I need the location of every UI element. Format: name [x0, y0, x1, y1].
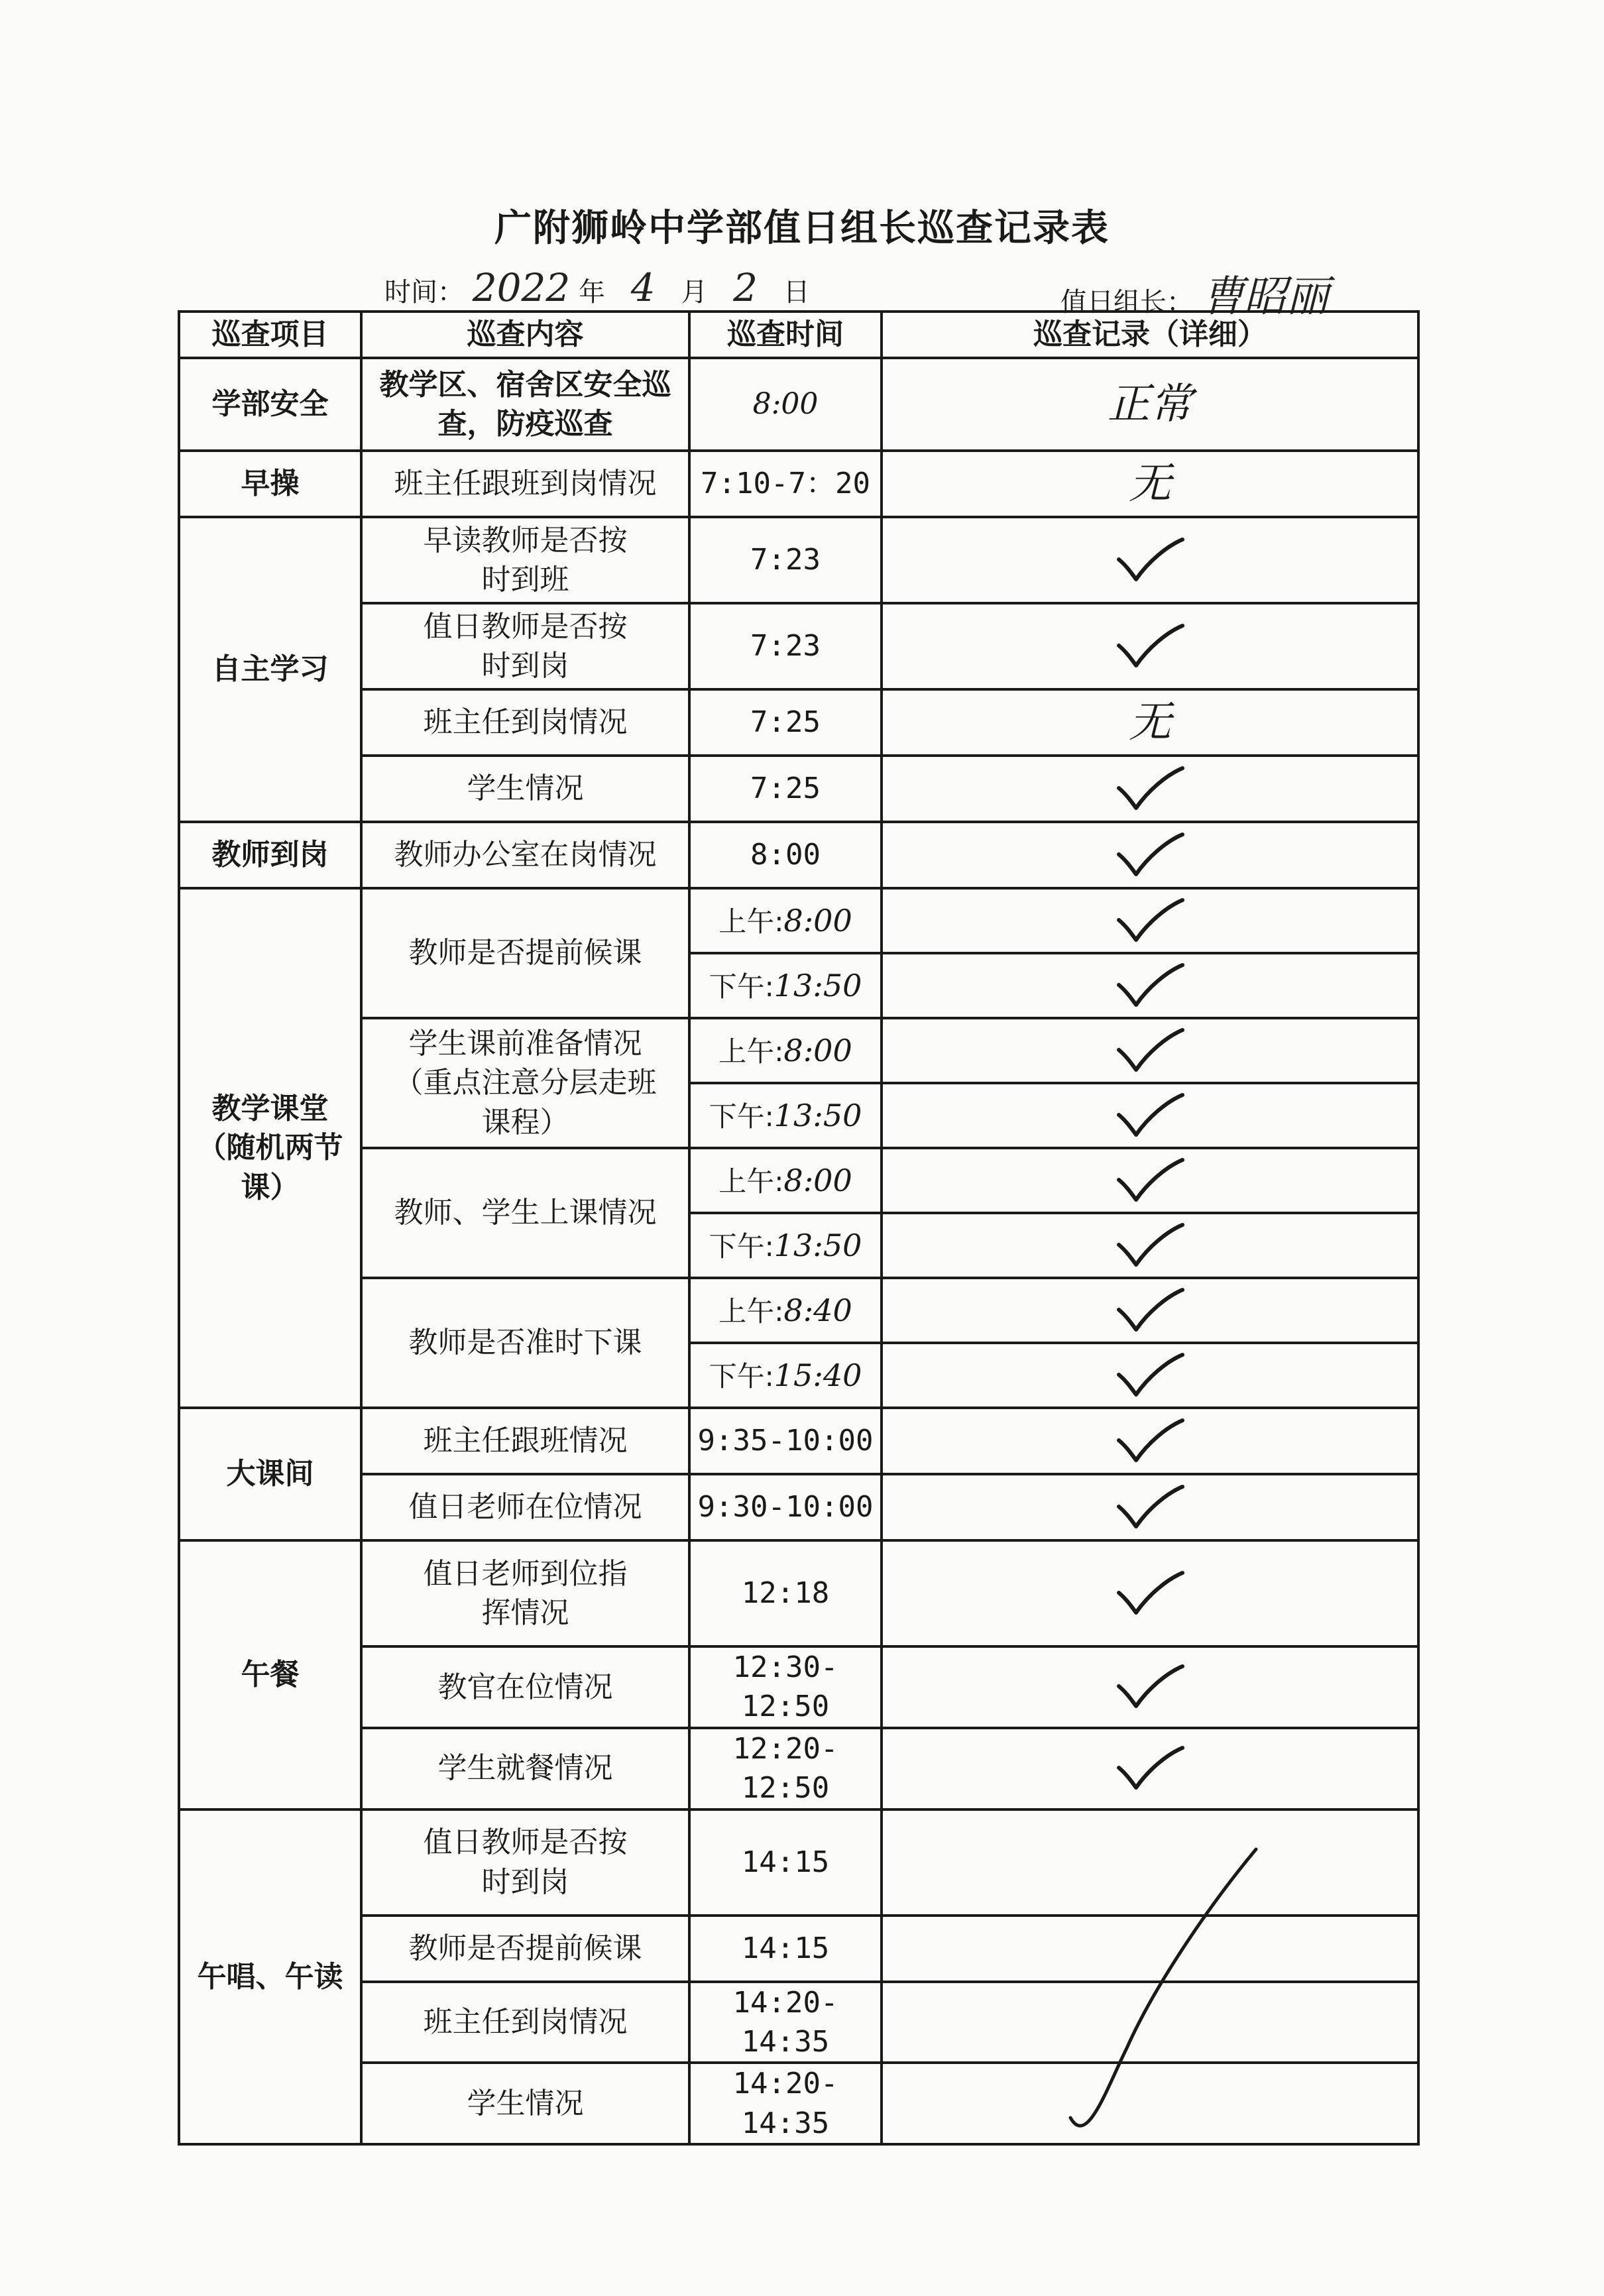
inspection-table [178, 310, 1420, 2146]
time-cell: 14:20-14:35 [689, 2063, 882, 2144]
date-day-unit: 日 [783, 277, 810, 308]
category-noon-reading: 午唱、午读 [179, 1809, 361, 2145]
check-mark [887, 766, 1413, 812]
header-record: 巡查记录（详细） [882, 312, 1418, 358]
check-icon [1114, 537, 1186, 583]
check-mark [887, 1570, 1413, 1617]
content-cell: 学生情况 [361, 756, 689, 822]
time-cell: 8:00 [689, 358, 882, 451]
date-month: 4 [630, 265, 656, 310]
time-cell: 14:15 [689, 1916, 882, 1982]
record-cell [882, 1916, 1418, 1982]
time-cell: 9:30-10:00 [689, 1474, 882, 1540]
table-row [179, 1916, 1418, 1982]
table-row [179, 1408, 1418, 1474]
check-mark [887, 1222, 1413, 1269]
content-cell: 教师是否提前候课 [361, 1916, 689, 1982]
record-cell [882, 517, 1418, 603]
record-text: 无 [1129, 459, 1171, 508]
record-cell [882, 1148, 1418, 1213]
am-label: 上午: [718, 905, 784, 938]
content-cell: 值日教师是否按时到岗 [361, 1809, 689, 1916]
table-row [179, 756, 1418, 822]
record-cell [882, 1213, 1418, 1278]
am-label: 上午: [718, 1165, 784, 1198]
record-cell [882, 2063, 1418, 2144]
pm-time: 15:40 [773, 1357, 862, 1393]
table-row [179, 1148, 1418, 1213]
time-cell: 12:30-12:50 [689, 1646, 882, 1728]
am-time-cell [689, 1278, 882, 1343]
check-icon [1114, 1027, 1186, 1074]
content-cell: 教师、学生上课情况 [361, 1148, 689, 1278]
content-cell: 教师是否准时下课 [361, 1278, 689, 1408]
check-icon [1114, 1570, 1186, 1617]
content-cell: 班主任到岗情况 [361, 1982, 689, 2063]
date-month-unit: 月 [681, 277, 708, 308]
record-cell [882, 1728, 1418, 1809]
table-row [179, 1278, 1418, 1343]
time-cell: 12:20-12:50 [689, 1728, 882, 1809]
table-row [179, 888, 1418, 953]
record-cell [882, 358, 1418, 451]
am-time-cell [689, 1148, 882, 1213]
check-icon [1114, 1664, 1186, 1710]
table-row [179, 1982, 1418, 2063]
pm-time: 13:50 [773, 1227, 862, 1263]
pm-time: 13:50 [773, 1097, 862, 1133]
table-row [179, 1474, 1418, 1540]
check-mark [887, 1092, 1413, 1139]
category-self-study: 自主学习 [179, 517, 361, 822]
pm-label: 下午: [709, 1359, 774, 1393]
record-text: 正常 [1108, 379, 1192, 429]
time-cell: 8:00 [689, 822, 882, 888]
category-break: 大课间 [179, 1408, 361, 1540]
leader-signature: 曹昭丽 [1201, 272, 1329, 321]
pm-label: 下午: [709, 970, 774, 1003]
date-line [384, 265, 810, 310]
am-time: 8:40 [783, 1292, 852, 1328]
record-text: 无 [1129, 697, 1171, 747]
check-icon [1114, 1222, 1186, 1269]
record-cell [882, 1646, 1418, 1728]
check-mark [887, 1157, 1413, 1204]
check-icon [1114, 1418, 1186, 1464]
time-cell: 12:18 [689, 1540, 882, 1646]
table-row [179, 2063, 1418, 2144]
content-cell: 值日教师是否按时到岗 [361, 603, 689, 689]
time-cell: 9:35-10:00 [689, 1408, 882, 1474]
record-cell [882, 1474, 1418, 1540]
date-label: 时间： [384, 277, 464, 308]
check-mark [887, 832, 1413, 878]
category-safety: 学部安全 [179, 358, 361, 451]
pm-time: 13:50 [773, 967, 862, 1004]
time-cell: 7:10-7：20 [689, 451, 882, 517]
record-cell [882, 603, 1418, 689]
check-mark [887, 623, 1413, 669]
table-row [179, 689, 1418, 756]
content-cell: 值日老师到位指挥情况 [361, 1540, 689, 1646]
record-cell [882, 756, 1418, 822]
record-cell [882, 822, 1418, 888]
table-row [179, 1018, 1418, 1083]
table-row [179, 1728, 1418, 1809]
record-cell [882, 1018, 1418, 1083]
record-cell [882, 1083, 1418, 1148]
record-cell [882, 888, 1418, 953]
table-row [179, 451, 1418, 517]
check-mark [887, 537, 1413, 583]
header-item: 巡查项目 [179, 312, 361, 358]
check-mark [887, 1745, 1413, 1792]
record-cell [882, 689, 1418, 756]
record-cell [882, 1343, 1418, 1408]
table-row [179, 517, 1418, 603]
header-time: 巡查时间 [689, 312, 882, 358]
am-time: 8:00 [783, 1162, 852, 1198]
am-time: 8:00 [783, 902, 852, 939]
date-year-unit: 年 [579, 277, 606, 308]
check-mark [887, 1664, 1413, 1710]
record-cell [882, 1809, 1418, 1916]
check-icon [1114, 1745, 1186, 1792]
check-mark [887, 1027, 1413, 1074]
table-row [179, 603, 1418, 689]
am-label: 上午: [718, 1294, 784, 1328]
check-mark [887, 1287, 1413, 1334]
check-icon [1114, 1287, 1186, 1334]
time-cell: 14:20-14:35 [689, 1982, 882, 2063]
check-mark [887, 1352, 1413, 1399]
category-lunch: 午餐 [179, 1540, 361, 1809]
table-row [179, 822, 1418, 888]
record-cell [882, 1408, 1418, 1474]
record-cell [882, 1540, 1418, 1646]
pm-time-cell [689, 953, 882, 1018]
check-icon [1114, 962, 1186, 1009]
time-cell: 14:15 [689, 1809, 882, 1916]
check-icon [1114, 897, 1186, 944]
record-cell [882, 1278, 1418, 1343]
content-cell: 值日老师在位情况 [361, 1474, 689, 1540]
check-icon [1114, 1484, 1186, 1530]
table-row [179, 1809, 1418, 1916]
am-time-cell [689, 888, 882, 953]
content-cell: 学生课前准备情况（重点注意分层走班课程） [361, 1018, 689, 1148]
content-cell: 班主任跟班到岗情况 [361, 451, 689, 517]
leader-label: 值日组长： [1060, 287, 1193, 317]
am-time: 8:00 [783, 1032, 852, 1068]
pm-label: 下午: [709, 1100, 774, 1133]
table-row [179, 358, 1418, 451]
header-row [179, 312, 1418, 358]
check-icon [1114, 832, 1186, 878]
category-exercise: 早操 [179, 451, 361, 517]
content-cell: 教师是否提前候课 [361, 888, 689, 1018]
record-cell [882, 953, 1418, 1018]
pm-time-cell [689, 1083, 882, 1148]
time-cell: 7:25 [689, 689, 882, 756]
record-cell [882, 451, 1418, 517]
check-mark [887, 1418, 1413, 1464]
category-classroom: 教学课堂（随机两节课） [179, 888, 361, 1408]
content-cell: 学生情况 [361, 2063, 689, 2144]
check-icon [1114, 623, 1186, 669]
check-icon [1114, 766, 1186, 812]
pm-time-cell [689, 1343, 882, 1408]
check-icon [1114, 1352, 1186, 1399]
header-content: 巡查内容 [361, 312, 689, 358]
content-cell: 教师办公室在岗情况 [361, 822, 689, 888]
content-cell: 教学区、宿舍区安全巡查，防疫巡查 [361, 358, 689, 451]
am-time-cell [689, 1018, 882, 1083]
time-cell: 7:25 [689, 756, 882, 822]
time-cell: 7:23 [689, 517, 882, 603]
content-cell: 班主任到岗情况 [361, 689, 689, 756]
content-cell: 学生就餐情况 [361, 1728, 689, 1809]
am-label: 上午: [718, 1035, 784, 1068]
check-mark [887, 897, 1413, 944]
pm-time-cell [689, 1213, 882, 1278]
content-cell: 班主任跟班情况 [361, 1408, 689, 1474]
check-icon [1114, 1157, 1186, 1204]
check-mark [887, 962, 1413, 1009]
content-cell: 教官在位情况 [361, 1646, 689, 1728]
category-teacher-duty: 教师到岗 [179, 822, 361, 888]
check-icon [1114, 1092, 1186, 1139]
table-row [179, 1646, 1418, 1728]
date-year: 2022 [472, 265, 571, 310]
check-mark [887, 1484, 1413, 1530]
content-cell: 早读教师是否按时到班 [361, 517, 689, 603]
time-cell: 7:23 [689, 603, 882, 689]
form-title: 广附狮岭中学部值日组长巡查记录表 [494, 207, 1110, 250]
pm-label: 下午: [709, 1230, 774, 1263]
record-cell [882, 1982, 1418, 2063]
table-row [179, 1540, 1418, 1646]
date-day: 2 [733, 265, 758, 310]
